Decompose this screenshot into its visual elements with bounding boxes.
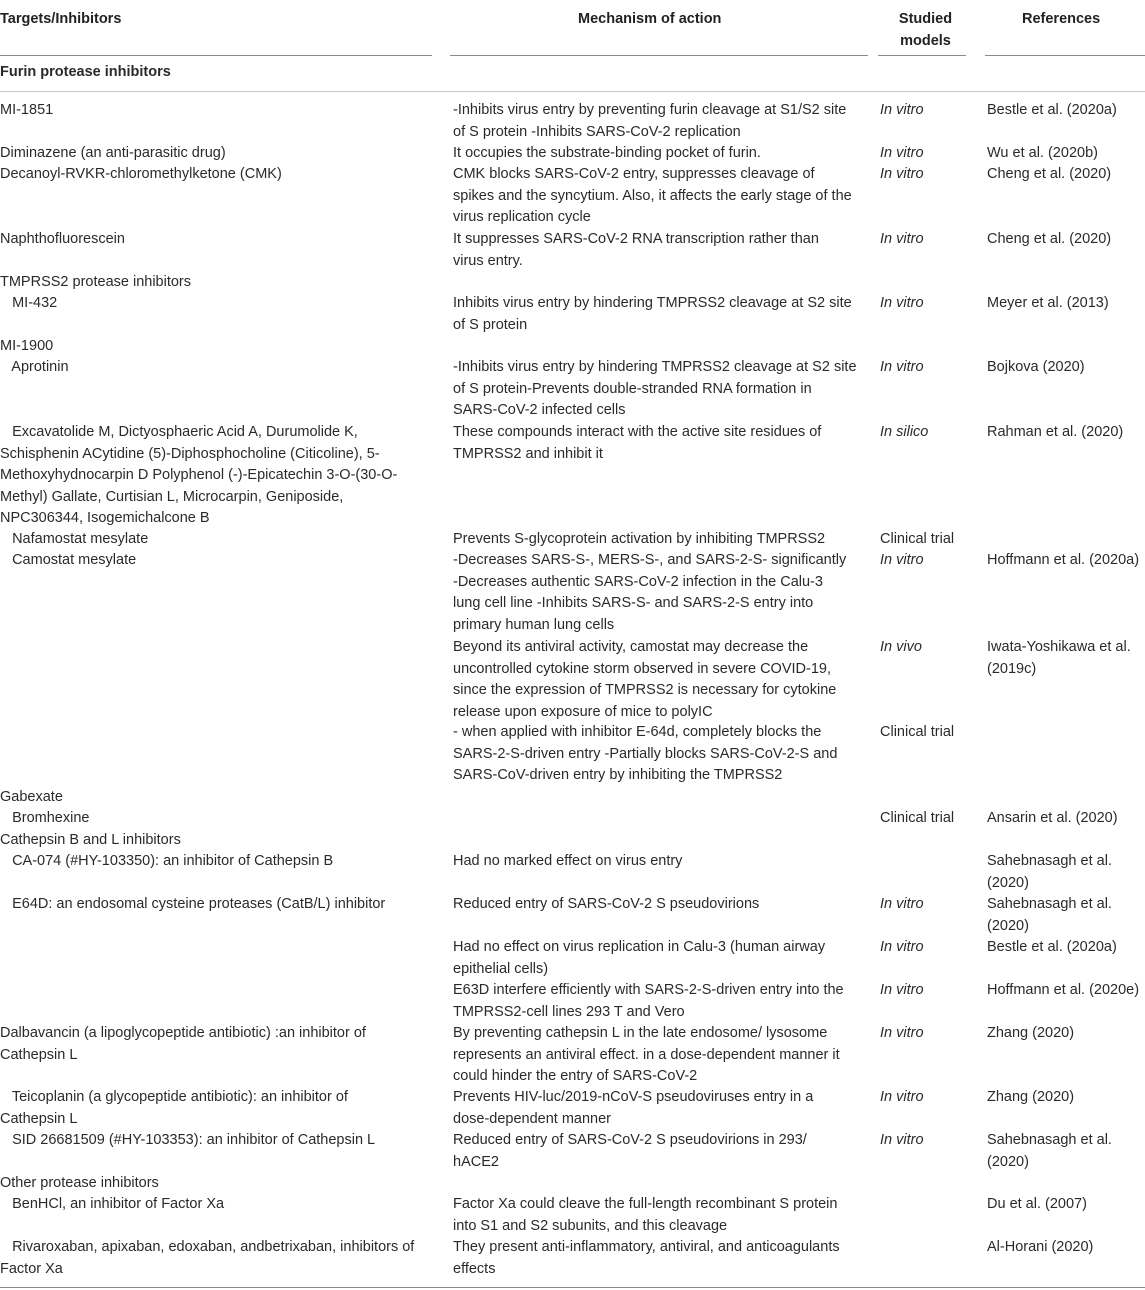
- cell-mechanism: Beyond its antiviral activity, camostat may decrease the uncontrolled cytokine storm observed in severe COVID-19, since the expression of TMPRSS2 is necessary for cytokine release upon exposure of mice to polyIC: [453, 639, 837, 720]
- cell-target: Dalbavancin (a lipoglycopeptide antibiotic) :an inhibitor of Cathepsin L: [0, 1025, 366, 1063]
- cell-target: Excavatolide M, Dictyosphaeric Acid A, Durumolide K, Schisphenin ACytidine (5)-Diphosphocholine (Citicoline), 5- Methoxyhydnocarpin D Polyphenol (-)-Epicatechin 3-O-(30-O- Methyl) Gallate, Curtisian L, Microcarpin, Geniposide, NPC306344, Isogemichalcone B: [0, 424, 398, 526]
- cell-mechanism: Factor Xa could cleave the full-length recombinant S protein into S1 and S2 subunits, and this cleavage: [453, 1196, 838, 1234]
- cell-studied-model: In vitro: [880, 295, 924, 311]
- cell-target: Rivaroxaban, apixaban, edoxaban, andbetrixaban, inhibitors of Factor Xa: [0, 1239, 415, 1277]
- cell-mechanism: It suppresses SARS-CoV-2 RNA transcription rather than virus entry.: [453, 231, 819, 269]
- cell-target: TMPRSS2 protease inhibitors: [0, 274, 191, 290]
- cell-studied-model: In vitro: [880, 145, 924, 161]
- cell-mechanism: They present anti-inflammatory, antiviral, and anticoagulants effects: [453, 1239, 840, 1277]
- cell-mechanism: These compounds interact with the active site residues of TMPRSS2 and inhibit it: [453, 424, 822, 462]
- cell-mechanism: Prevents S-glycoprotein activation by inhibiting TMPRSS2: [453, 531, 826, 547]
- cell-mechanism: Had no effect on virus replication in Calu-3 (human airway epithelial cells): [453, 939, 826, 977]
- cell-studied-model: In vivo: [880, 639, 922, 655]
- header-mechanism: Mechanism of action: [578, 11, 722, 27]
- cell-studied-model: In vitro: [880, 166, 924, 182]
- cell-target: BenHCl, an inhibitor of Factor Xa: [0, 1196, 225, 1212]
- cell-reference: Hoffmann et al. (2020a): [987, 552, 1140, 568]
- cell-reference: Rahman et al. (2020): [987, 424, 1124, 440]
- cell-studied-model: In vitro: [880, 1025, 924, 1041]
- cell-reference: Cheng et al. (2020): [987, 231, 1112, 247]
- cell-reference: Zhang (2020): [987, 1089, 1075, 1105]
- cell-reference: Meyer et al. (2013): [987, 295, 1109, 311]
- cell-mechanism: CMK blocks SARS-CoV-2 entry, suppresses cleavage of spikes and the syncytium. Also, it affects the early stage of the virus replication cycle: [453, 166, 852, 225]
- cell-target: Teicoplanin (a glycopeptide antibiotic): an inhibitor of Cathepsin L: [0, 1089, 348, 1127]
- cell-reference: Cheng et al. (2020): [987, 166, 1112, 182]
- cell-reference: Wu et al. (2020b): [987, 145, 1098, 161]
- cell-target: E64D: an endosomal cysteine proteases (CatB/L) inhibitor: [0, 896, 386, 912]
- cell-mechanism: Reduced entry of SARS-CoV-2 S pseudovirions in 293/ hACE2: [453, 1132, 807, 1170]
- header-references: References: [1022, 11, 1101, 27]
- cell-target: Nafamostat mesylate: [0, 531, 149, 547]
- cell-reference: Du et al. (2007): [987, 1196, 1087, 1212]
- cell-target: Aprotinin: [0, 359, 69, 375]
- cell-studied-model: In vitro: [880, 359, 924, 375]
- cell-studied-model: In vitro: [880, 939, 924, 955]
- cell-target: SID 26681509 (#HY-103353): an inhibitor of Cathepsin L: [0, 1132, 376, 1148]
- cell-studied-model: In vitro: [880, 552, 924, 568]
- cell-reference: Bojkova (2020): [987, 359, 1085, 375]
- cell-studied-model: Clinical trial: [880, 810, 955, 826]
- cell-target: Naphthofluorescein: [0, 231, 125, 247]
- cell-mechanism: By preventing cathepsin L in the late endosome/ lysosome represents an antiviral effect. in a dose-dependent manner it could hinder the entry of SARS-CoV-2: [453, 1025, 840, 1084]
- cell-mechanism: -Inhibits virus entry by hindering TMPRSS2 cleavage at S2 site of S protein-Prevents double-stranded RNA formation in SARS-CoV-2 infected cells: [453, 359, 857, 418]
- cell-target: Other protease inhibitors: [0, 1175, 159, 1191]
- cell-studied-model: Clinical trial: [880, 724, 955, 740]
- cell-reference: Sahebnasagh et al. (2020): [987, 853, 1112, 891]
- cell-studied-model: In vitro: [880, 896, 924, 912]
- section-title-furin: Furin protease inhibitors: [0, 64, 171, 80]
- cell-studied-model: In vitro: [880, 1132, 924, 1148]
- cell-target: MI-1900: [0, 338, 54, 354]
- section-divider: [0, 91, 1145, 92]
- cell-mechanism: Had no marked effect on virus entry: [453, 853, 683, 869]
- cell-reference: Hoffmann et al. (2020e): [987, 982, 1140, 998]
- cell-mechanism: It occupies the substrate-binding pocket of furin.: [453, 145, 761, 161]
- cell-studied-model: In silico: [880, 424, 929, 440]
- cell-reference: Al-Horani (2020): [987, 1239, 1094, 1255]
- header-targets: Targets/Inhibitors: [0, 11, 122, 27]
- cell-studied-model: In vitro: [880, 102, 924, 118]
- cell-mechanism: Reduced entry of SARS-CoV-2 S pseudovirions: [453, 896, 760, 912]
- cell-reference: Iwata-Yoshikawa et al. (2019c): [987, 639, 1131, 677]
- table-bottom-rule: [0, 1287, 1145, 1288]
- cell-studied-model: In vitro: [880, 982, 924, 998]
- cell-studied-model: In vitro: [880, 231, 924, 247]
- cell-reference: Sahebnasagh et al. (2020): [987, 896, 1112, 934]
- cell-studied-model: In vitro: [880, 1089, 924, 1105]
- header-studied-models: Studied models: [898, 11, 953, 49]
- cell-target: Decanoyl-RVKR-chloromethylketone (CMK): [0, 166, 282, 182]
- cell-mechanism: -Decreases SARS-S-, MERS-S-, and SARS-2-S- significantly -Decreases authentic SARS-CoV-2 infection in the Calu-3 lung cell line -Inhibits SARS-S- and SARS-2-S entry into primary human lung cells: [453, 552, 847, 633]
- cell-studied-model: Clinical trial: [880, 531, 955, 547]
- header-underline-models: [878, 55, 966, 56]
- cell-reference: Zhang (2020): [987, 1025, 1075, 1041]
- cell-reference: Bestle et al. (2020a): [987, 939, 1117, 955]
- cell-reference: Ansarin et al. (2020): [987, 810, 1118, 826]
- cell-mechanism: E63D interfere efficiently with SARS-2-S-driven entry into the TMPRSS2-cell lines 293 T and Vero: [453, 982, 844, 1020]
- cell-target: MI-1851: [0, 102, 54, 118]
- cell-target: CA-074 (#HY-103350): an inhibitor of Cathepsin B: [0, 853, 334, 869]
- cell-reference: Bestle et al. (2020a): [987, 102, 1117, 118]
- cell-target: Gabexate: [0, 789, 63, 805]
- cell-mechanism: -Inhibits virus entry by preventing furin cleavage at S1/S2 site of S protein -Inhibits SARS-CoV-2 replication: [453, 102, 847, 140]
- cell-mechanism: - when applied with inhibitor E-64d, completely blocks the SARS-2-S-driven entry -Partially blocks SARS-CoV-2-S and SARS-CoV-driven entry by inhibiting the TMPRSS2: [453, 724, 838, 783]
- cell-target: Cathepsin B and L inhibitors: [0, 832, 181, 848]
- cell-target: Diminazene (an anti-parasitic drug): [0, 145, 226, 161]
- cell-reference: Sahebnasagh et al. (2020): [987, 1132, 1112, 1170]
- header-underline-mechanism: [450, 55, 868, 56]
- header-underline-references: [985, 55, 1145, 56]
- cell-mechanism: Prevents HIV-luc/2019-nCoV-S pseudoviruses entry in a dose-dependent manner: [453, 1089, 814, 1127]
- cell-mechanism: Inhibits virus entry by hindering TMPRSS2 cleavage at S2 site of S protein: [453, 295, 852, 333]
- cell-target: MI-432: [0, 295, 58, 311]
- header-underline-targets: [0, 55, 432, 56]
- cell-target: Camostat mesylate: [0, 552, 137, 568]
- cell-target: Bromhexine: [0, 810, 90, 826]
